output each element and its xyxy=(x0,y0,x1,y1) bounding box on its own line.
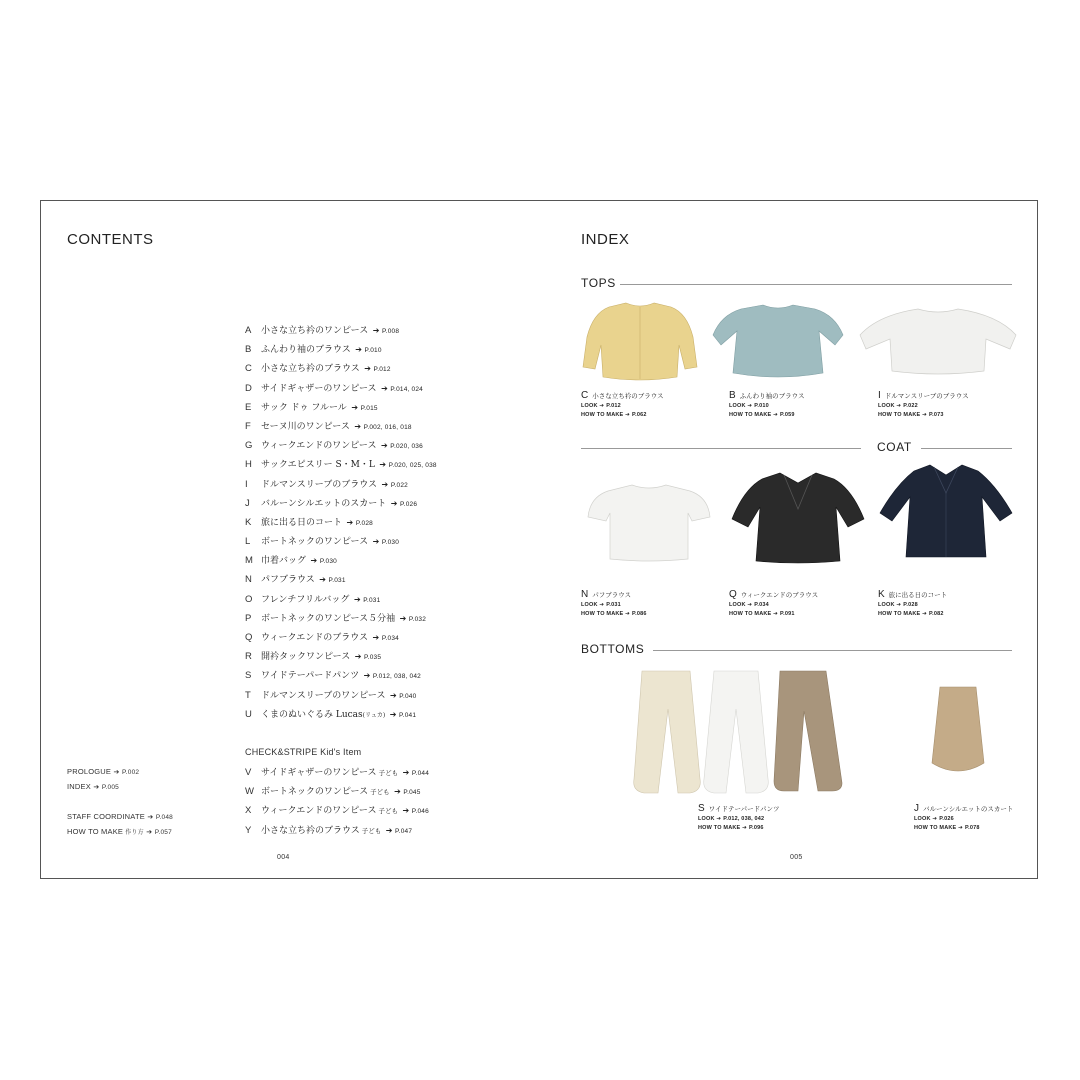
item-title xyxy=(581,588,647,601)
section-tops: TOPS xyxy=(581,276,616,290)
arrow-icon: ➔ xyxy=(391,787,404,797)
how-page: P.091 xyxy=(779,611,795,617)
arrow-icon: ➔ xyxy=(376,460,389,470)
toc-title: ふんわり袖のブラウス xyxy=(261,345,351,356)
tops-rule xyxy=(620,284,1012,285)
how-label: HOW TO MAKE xyxy=(581,412,626,418)
arrow-icon: ➔ xyxy=(361,364,374,374)
toc-item-k[interactable] xyxy=(245,513,437,532)
right-folio: 005 xyxy=(790,854,803,861)
toc-page: P.034 xyxy=(381,635,399,642)
toc-title: ウィークエンドのワンピース xyxy=(261,441,377,452)
look-link[interactable] xyxy=(878,402,969,411)
arrow-icon: ➔ xyxy=(383,825,396,835)
item-name: ふんわり袖のブラウス xyxy=(739,392,805,400)
how-to-make-link[interactable] xyxy=(729,610,818,619)
garment-photo-c xyxy=(581,297,699,383)
toc-title: サックエピスリー S・M・L xyxy=(261,460,375,471)
bottoms-rule xyxy=(653,650,1012,651)
garment-photo-i xyxy=(858,305,1018,375)
arrow-icon: ➔ xyxy=(370,537,382,547)
item-caption-b[interactable] xyxy=(729,389,804,420)
item-letter: K xyxy=(878,589,885,600)
item-name: ワイドテーパードパンツ xyxy=(708,805,780,813)
look-label: LOOK xyxy=(914,816,933,822)
toc-item-t[interactable] xyxy=(245,686,437,705)
look-label: LOOK xyxy=(878,602,897,608)
side-link-label: INDEX xyxy=(67,782,91,791)
toc-letter: I xyxy=(245,478,248,490)
arrow-icon: ➔ xyxy=(378,441,391,451)
how-to-make-link[interactable] xyxy=(729,411,804,420)
side-link-label: STAFF COORDINATE xyxy=(67,812,145,821)
how-to-make-link[interactable] xyxy=(914,824,1013,833)
arrow-icon: ➔ xyxy=(351,421,364,431)
arrow-icon: ➔ xyxy=(958,825,965,831)
item-caption-n[interactable] xyxy=(581,588,647,619)
item-title xyxy=(878,588,947,601)
item-letter: I xyxy=(878,390,881,401)
arrow-icon: ➔ xyxy=(316,575,329,585)
toc-note: 子ども xyxy=(378,769,399,777)
arrow-icon: ➔ xyxy=(932,816,940,822)
toc-item-p[interactable] xyxy=(245,609,437,628)
item-letter: S xyxy=(698,803,705,814)
arrow-icon: ➔ xyxy=(625,611,632,617)
toc-page: P.040 xyxy=(399,692,417,700)
toc-letter: Q xyxy=(245,632,253,643)
toc-letter: E xyxy=(245,401,252,413)
arrow-icon: ➔ xyxy=(773,611,780,617)
arrow-icon: ➔ xyxy=(378,383,391,393)
toc-title: 旅に出る日のコート xyxy=(261,517,343,528)
toc-letter: X xyxy=(245,805,252,817)
toc-letter: S xyxy=(245,670,252,682)
toc-page: P.031 xyxy=(363,596,381,604)
arrow-icon: ➔ xyxy=(747,602,755,608)
coat-rule-left xyxy=(581,448,861,449)
item-letter: J xyxy=(914,803,919,814)
toc-item-n[interactable] xyxy=(245,570,437,589)
garment-photo-q xyxy=(730,469,866,565)
section-coat: COAT xyxy=(877,440,912,454)
toc-item-s[interactable] xyxy=(245,666,437,685)
toc-page: P.010 xyxy=(364,347,382,355)
arrow-icon: ➔ xyxy=(896,602,904,608)
arrow-icon: ➔ xyxy=(370,633,382,642)
toc-title: ボートネックのワンピース xyxy=(261,537,369,548)
arrow-icon: ➔ xyxy=(308,556,320,566)
arrow-icon: ➔ xyxy=(144,813,156,821)
arrow-icon: ➔ xyxy=(896,403,904,409)
toc-title: ワイドテーパードパンツ xyxy=(261,671,360,682)
how-label: HOW TO MAKE xyxy=(878,611,923,617)
arrow-icon: ➔ xyxy=(370,326,382,335)
left-folio: 004 xyxy=(277,854,290,861)
toc-title: くまのぬいぐるみ Lucas xyxy=(261,709,363,720)
toc-letter: D xyxy=(245,382,252,394)
book-spread xyxy=(40,200,1038,879)
toc-title: 小さな立ち衿のワンピース xyxy=(261,326,369,336)
toc-title: 開衿タックワンピース xyxy=(261,652,351,663)
item-name: バルーンシルエットのスカート xyxy=(923,805,1014,813)
toc-title: サイドギャザーのワンピース xyxy=(261,383,377,394)
how-to-make-link[interactable] xyxy=(878,610,947,619)
kids-item-v[interactable] xyxy=(245,763,429,782)
toc-title: 小さな立ち衿のブラウス xyxy=(261,825,360,836)
look-label: LOOK xyxy=(729,602,748,608)
arrow-icon: ➔ xyxy=(111,768,123,776)
toc-item-q[interactable] xyxy=(245,628,437,647)
arrow-icon: ➔ xyxy=(351,594,364,604)
toc-note: 子ども xyxy=(378,807,398,816)
toc-title: サック ドゥ フルール xyxy=(261,402,347,413)
arrow-icon: ➔ xyxy=(922,611,929,617)
toc-title: ウィークエンドのワンピース xyxy=(261,806,377,817)
toc-letter: H xyxy=(245,459,252,471)
toc-letter: W xyxy=(245,786,254,798)
toc-letter: C xyxy=(245,363,252,375)
how-page: P.073 xyxy=(928,412,944,418)
side-link-note: 作り方 xyxy=(123,829,144,836)
kids-item-x[interactable] xyxy=(245,801,429,820)
arrow-icon: ➔ xyxy=(742,825,749,831)
side-link-how-to-make[interactable] xyxy=(67,824,173,839)
toc-page: P.032 xyxy=(408,615,427,623)
look-page: P.028 xyxy=(903,602,918,608)
how-page: P.062 xyxy=(631,412,647,418)
toc-page: P.008 xyxy=(382,328,400,335)
toc-list xyxy=(245,321,437,724)
toc-page: P.020, 036 xyxy=(390,443,423,451)
item-caption-i[interactable] xyxy=(878,389,969,420)
item-title xyxy=(729,389,804,402)
toc-item-f[interactable] xyxy=(245,417,437,436)
arrow-icon: ➔ xyxy=(90,783,102,791)
how-page: P.082 xyxy=(928,611,944,617)
look-label: LOOK xyxy=(729,403,748,409)
arrow-icon: ➔ xyxy=(387,690,400,700)
look-link[interactable] xyxy=(581,402,664,411)
toc-title: ウィークエンドのブラウス xyxy=(261,633,369,643)
toc-page: P.012, 038, 042 xyxy=(372,673,421,681)
toc-page: P.030 xyxy=(381,539,400,547)
side-link-staff-coordinate[interactable] xyxy=(67,809,173,824)
arrow-icon: ➔ xyxy=(348,402,361,412)
toc-item-e[interactable] xyxy=(245,398,437,417)
look-page: P.010 xyxy=(754,403,769,409)
toc-letter: N xyxy=(245,574,252,586)
item-title xyxy=(729,588,818,601)
side-link-index[interactable] xyxy=(67,779,139,794)
how-to-make-link[interactable] xyxy=(581,411,664,420)
how-page: P.086 xyxy=(631,611,647,617)
toc-title: ドルマンスリーブのワンピース xyxy=(261,690,386,701)
look-link[interactable] xyxy=(878,601,947,610)
look-page: P.012, 038, 042 xyxy=(723,816,765,822)
how-to-make-link[interactable] xyxy=(581,610,647,619)
garment-photo-b xyxy=(711,301,845,379)
item-name: ドルマンスリーブのブラウス xyxy=(884,392,969,400)
toc-page: P.002, 016, 018 xyxy=(363,423,412,431)
toc-letter: Y xyxy=(245,824,252,836)
side-link-page: P.048 xyxy=(155,814,173,821)
look-link[interactable] xyxy=(698,815,780,824)
toc-page: P.015 xyxy=(360,404,378,412)
toc-letter: K xyxy=(245,516,252,528)
toc-note: 子ども xyxy=(361,826,382,835)
look-label: LOOK xyxy=(581,403,600,409)
how-to-make-link[interactable] xyxy=(698,824,780,833)
how-label: HOW TO MAKE xyxy=(581,611,626,617)
toc-page: P.030 xyxy=(319,558,337,566)
side-link-label: HOW TO MAKE xyxy=(67,827,124,836)
toc-page: P.045 xyxy=(403,789,421,797)
section-bottoms: BOTTOMS xyxy=(581,642,645,656)
side-link-prologue[interactable] xyxy=(67,764,139,779)
arrow-icon: ➔ xyxy=(599,403,607,409)
look-label: LOOK xyxy=(698,816,717,822)
how-label: HOW TO MAKE xyxy=(729,412,774,418)
look-page: P.022 xyxy=(903,403,918,409)
how-label: HOW TO MAKE xyxy=(729,611,774,617)
arrow-icon: ➔ xyxy=(387,709,399,719)
toc-letter: B xyxy=(245,344,252,356)
item-title xyxy=(698,802,780,815)
toc-title: ドルマンスリーブのブラウス xyxy=(261,479,378,490)
toc-page: P.047 xyxy=(395,827,413,835)
coat-rule-right xyxy=(921,448,1012,449)
toc-page: P.012 xyxy=(373,366,391,374)
arrow-icon: ➔ xyxy=(352,345,365,355)
item-name: ウィークエンドのブラウス xyxy=(740,591,819,599)
arrow-icon: ➔ xyxy=(352,652,364,662)
toc-letter: P xyxy=(245,612,252,624)
item-name: パフブラウス xyxy=(592,591,632,599)
item-caption-q[interactable] xyxy=(729,588,818,619)
side-links-bottom xyxy=(67,809,173,839)
item-caption-c[interactable] xyxy=(581,389,664,420)
look-link[interactable] xyxy=(729,402,804,411)
arrow-icon: ➔ xyxy=(625,412,632,418)
item-title xyxy=(878,389,969,402)
toc-page: P.035 xyxy=(364,654,382,662)
kids-item-y[interactable] xyxy=(245,821,429,840)
toc-title: セーヌ川のワンピース xyxy=(261,421,350,432)
item-letter: N xyxy=(581,589,589,600)
toc-page: P.031 xyxy=(328,577,346,585)
arrow-icon: ➔ xyxy=(773,412,780,418)
toc-page: P.044 xyxy=(411,770,430,777)
arrow-icon: ➔ xyxy=(747,403,755,409)
toc-page: P.020, 025, 038 xyxy=(388,462,437,470)
look-link[interactable] xyxy=(729,601,818,610)
toc-letter: V xyxy=(245,767,252,778)
toc-ruby: (リュカ) xyxy=(362,711,386,719)
arrow-icon: ➔ xyxy=(599,602,607,608)
garment-photo-k xyxy=(878,463,1014,559)
look-page: P.031 xyxy=(606,602,621,608)
toc-item-l[interactable] xyxy=(245,532,437,551)
toc-page: P.041 xyxy=(398,711,417,719)
toc-item-m[interactable] xyxy=(245,551,437,570)
toc-item-c[interactable] xyxy=(245,359,437,378)
toc-title: 巾着バッグ xyxy=(261,556,307,567)
how-label: HOW TO MAKE xyxy=(878,412,923,418)
toc-title: 小さな立ち衿のブラウス xyxy=(261,364,360,375)
item-letter: Q xyxy=(729,589,737,600)
contents-page xyxy=(41,201,540,878)
toc-item-i[interactable] xyxy=(245,475,437,494)
toc-letter: J xyxy=(245,497,250,509)
arrow-icon: ➔ xyxy=(344,517,356,527)
kids-heading: CHECK&STRIPE Kid's Item xyxy=(245,747,362,757)
item-title xyxy=(914,802,1013,815)
toc-item-u[interactable] xyxy=(245,705,437,724)
toc-item-a[interactable] xyxy=(245,321,437,340)
toc-letter: O xyxy=(245,593,253,605)
arrow-icon: ➔ xyxy=(399,806,412,816)
side-links-top xyxy=(67,764,139,794)
toc-title: ボートネックのワンピース xyxy=(261,787,369,798)
toc-item-o[interactable] xyxy=(245,590,437,609)
item-name: 小さな立ち衿のブラウス xyxy=(592,392,664,400)
toc-letter: F xyxy=(245,420,251,432)
contents-heading: CONTENTS xyxy=(67,231,154,248)
toc-title: バルーンシルエットのスカート xyxy=(261,498,387,509)
arrow-icon: ➔ xyxy=(922,412,929,418)
item-title xyxy=(581,389,664,402)
toc-note: 子ども xyxy=(370,788,390,797)
look-link[interactable] xyxy=(914,815,1013,824)
arrow-icon: ➔ xyxy=(361,671,373,681)
arrow-icon: ➔ xyxy=(143,828,155,836)
look-page: P.034 xyxy=(754,602,769,608)
arrow-icon: ➔ xyxy=(388,498,400,508)
toc-letter: L xyxy=(245,536,251,548)
look-page: P.012 xyxy=(606,403,621,409)
toc-letter: R xyxy=(245,651,252,663)
look-link[interactable] xyxy=(581,601,647,610)
look-label: LOOK xyxy=(878,403,897,409)
toc-letter: A xyxy=(245,325,252,336)
toc-item-r[interactable] xyxy=(245,647,437,666)
toc-letter: M xyxy=(245,555,253,567)
side-link-label: PROLOGUE xyxy=(67,767,112,776)
how-page: P.078 xyxy=(964,825,980,831)
toc-letter: U xyxy=(245,708,252,720)
kids-list xyxy=(245,763,429,840)
how-label: HOW TO MAKE xyxy=(914,825,959,831)
garment-photo-s xyxy=(628,669,844,797)
toc-title: パフブラウス xyxy=(261,575,315,586)
toc-letter: T xyxy=(245,689,251,701)
arrow-icon: ➔ xyxy=(397,613,409,623)
arrow-icon: ➔ xyxy=(379,479,391,489)
toc-page: P.046 xyxy=(411,808,429,816)
toc-item-h[interactable] xyxy=(245,455,437,474)
item-caption-s[interactable] xyxy=(698,802,780,833)
side-link-page: P.057 xyxy=(154,829,172,836)
look-label: LOOK xyxy=(581,602,600,608)
garment-photo-n xyxy=(586,481,712,563)
item-caption-j[interactable] xyxy=(914,802,1013,833)
index-heading: INDEX xyxy=(581,231,630,248)
toc-letter: G xyxy=(245,440,253,452)
toc-title: サイドギャザーのワンピース xyxy=(261,768,377,778)
toc-page: P.014, 024 xyxy=(390,385,423,393)
item-caption-k[interactable] xyxy=(878,588,947,619)
arrow-icon: ➔ xyxy=(716,816,724,822)
toc-title: ボートネックのワンピース５分袖 xyxy=(261,613,396,624)
kids-item-w[interactable] xyxy=(245,782,429,801)
toc-page: P.022 xyxy=(390,481,408,489)
toc-item-b[interactable] xyxy=(245,340,437,359)
toc-item-g[interactable] xyxy=(245,436,437,455)
how-page: P.059 xyxy=(779,412,795,418)
index-page xyxy=(540,201,1039,878)
toc-page: P.026 xyxy=(400,500,418,508)
toc-page: P.028 xyxy=(355,519,373,527)
garment-photo-j xyxy=(928,685,988,779)
arrow-icon: ➔ xyxy=(400,768,412,777)
item-letter: B xyxy=(729,390,736,401)
item-letter: C xyxy=(581,390,589,401)
toc-title: フレンチフリルバッグ xyxy=(261,594,350,605)
how-label: HOW TO MAKE xyxy=(698,825,743,831)
toc-item-j[interactable] xyxy=(245,494,437,513)
side-link-page: P.002 xyxy=(122,769,140,776)
toc-item-d[interactable] xyxy=(245,379,437,398)
how-to-make-link[interactable] xyxy=(878,411,969,420)
how-page: P.096 xyxy=(748,825,764,831)
look-page: P.026 xyxy=(939,816,954,822)
item-name: 旅に出る日のコート xyxy=(888,591,948,599)
side-link-page: P.005 xyxy=(101,784,119,791)
